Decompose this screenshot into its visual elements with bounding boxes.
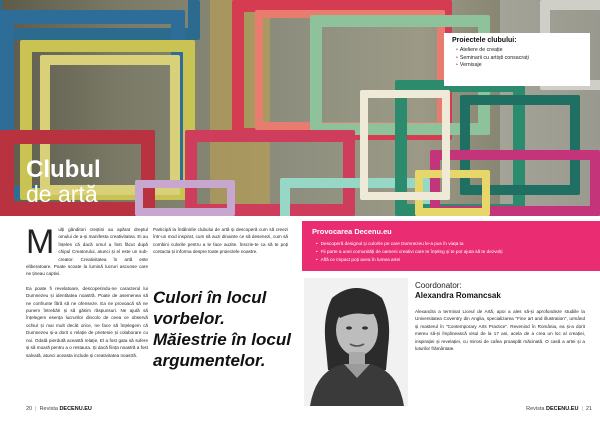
page-number: 21	[585, 406, 592, 412]
separator: |	[35, 406, 37, 412]
list-item: • Ateliere de creație	[456, 47, 582, 55]
footer-right	[526, 406, 592, 412]
challenge-box	[302, 221, 600, 271]
magazine-brand: DECENU.EU	[59, 406, 92, 412]
magazine-label: Revista	[39, 406, 58, 412]
list-item: • Fii parte a unei comunități de oameni creativi care te înțeleg și te pot ajuta să te dezvolți	[316, 248, 590, 256]
coordinator-name: Alexandra Romancsak	[415, 291, 501, 300]
projects-heading: Proiectele clubului:	[452, 37, 517, 44]
pull-quote: Culori în locul vorbelor. Măiestrie în locul argumentelor.	[153, 288, 291, 370]
list-item: • Vernisaje	[456, 62, 582, 70]
list-item: • Descoperă designul și culorile pe care Dumnezeu le-a pus în viața ta	[316, 240, 590, 248]
challenge-heading: Provocarea Decenu.eu	[312, 227, 392, 236]
paragraph: Ea poate fi revelatoare, descoperindu-ne caracterul lui Dumnezeu și identitatea noastră. Poate de asemenea să ne confrunte fără să ne ofenseze. Ea ne provoacă să ne punem întrebări și să găsim răspunsuri. Ne ajută să înțelegem esența lucrurilor dincolo de ceea ce observă ochiul și mai mult decât orice, ne face să înțelegem că Dumnezeu și-a dorit o relație de prietenie și colaborare cu noi. Odată pierdută această relație, El a fost gata să sufere și să moară pentru a o restaura. Și dacă ființa noastră a fost salvată, atunci aceasta include și creativitatea noastră.	[26, 285, 148, 358]
paragraph	[26, 223, 148, 278]
coordinator-role: Coordonator:	[415, 281, 462, 290]
drop-cap: M	[26, 223, 55, 261]
page-number: 20	[26, 406, 33, 412]
title-line-1: Clubul	[26, 156, 101, 183]
coordinator-heading	[415, 281, 585, 301]
challenge-list	[312, 240, 590, 264]
paragraph-text: ulți gânditori creștini au apărat dreptul omului de a-și manifesta creativitatea. Ei au înțeles că dacă omul a fost făcut după chipul Creatorului, atunci și el este un sub-creator. Creativitatea în artă este eliberatoare. Poate scoate la lumină lucruri ascunse care ne țineau captivi.	[26, 227, 148, 277]
list-item: • Află ce impact poți avea în lumea artei	[316, 256, 590, 264]
title-line-2: de artă	[26, 181, 98, 207]
coordinator-bio: Alexandra a terminat Liceul de Artă, apoi a ales să-și aprofundeze studiile la Universitatea Coventry din Anglia, specializarea "Fine art and illustration", urmând și masterul în "Contemporary Arts Practice". Revenind în România, ea și-a dorit mereu să-și împlinească visul de la 17 ani, acela de a crea un loc al creației, inspirației și revelației, cu mirosi de cafea proaspăt măcinată. O casă a artei și a luturilor frământate.	[415, 309, 585, 352]
magazine-brand: DECENU.EU	[546, 406, 579, 412]
magazine-label: Revista	[526, 406, 545, 412]
coordinator-portrait	[304, 278, 408, 406]
paragraph: Participă la întâlnirile clubului de artă și descoperă cum să creezi într-un mod inspirat, cum să auzi dinainte ce să desenezi, cum să combini culorile pentru a le face auzite. Înscrie-te ca să te poți contacta și informa despre toate proiectele noastre.	[153, 227, 288, 255]
article-title	[26, 158, 101, 206]
projects-list	[452, 47, 582, 70]
list-item: • Seminarii cu artiști consacrați	[456, 55, 582, 63]
portrait-image	[304, 278, 408, 406]
article-column-2	[153, 226, 288, 263]
separator: |	[581, 406, 583, 412]
projects-box	[444, 33, 590, 86]
article-column-1	[26, 223, 148, 366]
footer-left	[26, 406, 92, 412]
